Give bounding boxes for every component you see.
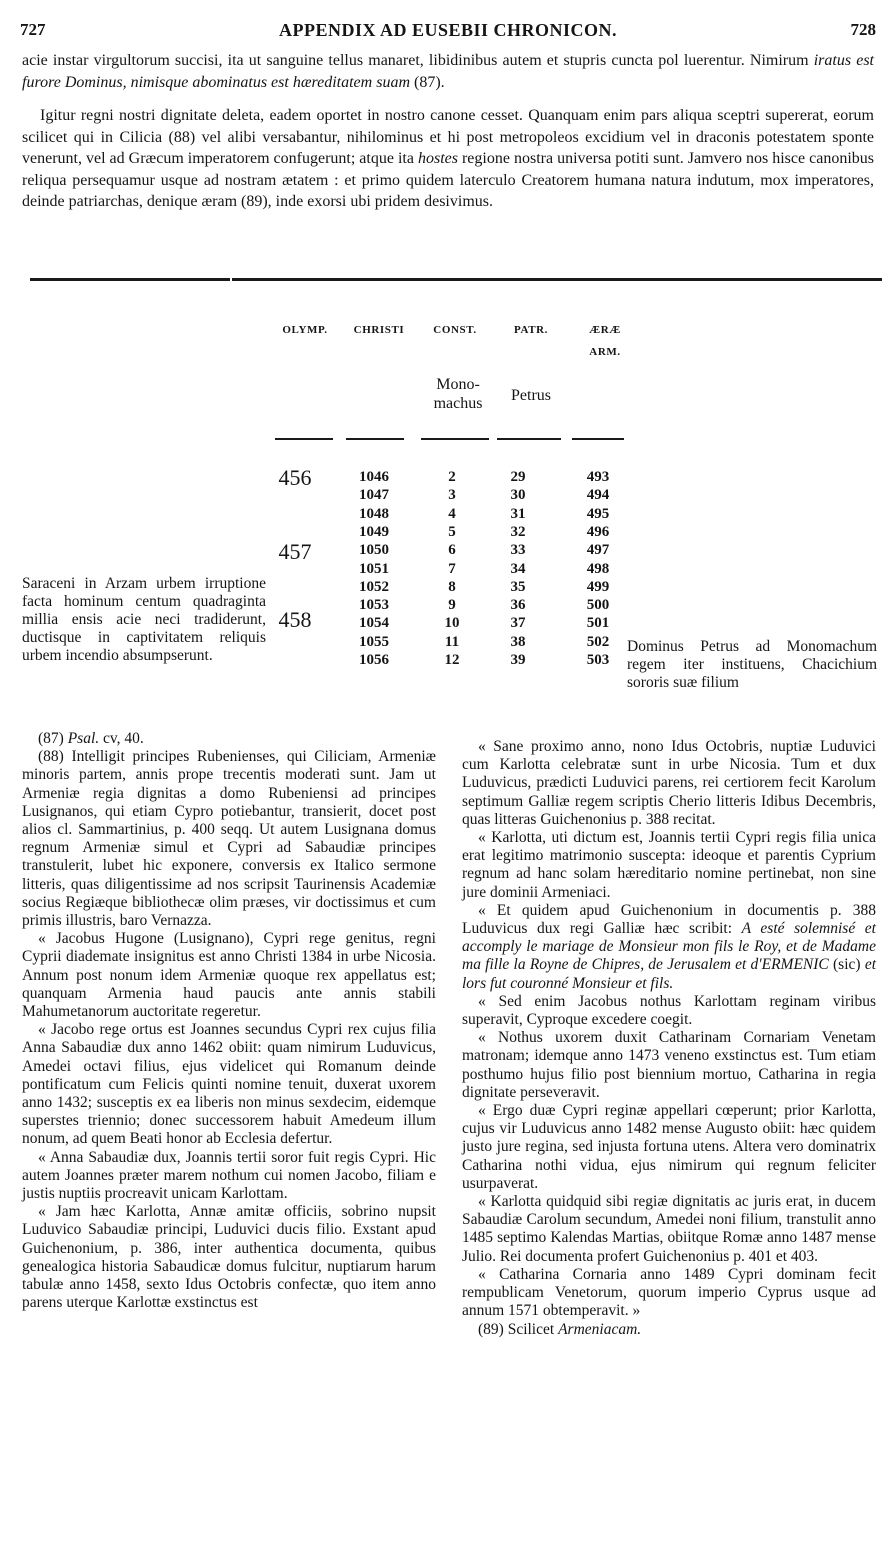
table-cell-christi: 1055	[359, 633, 389, 650]
table-cell-aera: 493	[586, 469, 610, 485]
table-cell-aera: 494	[586, 487, 610, 504]
footnote-paragraph	[462, 1321, 876, 1339]
footnote-text: « Ergo duæ Cypri reginæ appellari cœperunt; prior Karlotta, cujus vir Luduvicus anno 1482 mense Augusto obiit: hæc quidem justo jure regina, sed injusta fortuna utens. Altera vero dominatrix Catharina nothi vidua, ejus nimirum qui regnum feliciter usurpaverat.	[462, 1102, 876, 1192]
table-cell-aera: 502	[586, 633, 610, 650]
subheader-patr: Petrus	[511, 387, 551, 404]
separator-rule-left	[30, 278, 230, 281]
col-header-aerae: ÆRÆ	[589, 324, 621, 336]
table-cell-const: 5	[448, 523, 456, 540]
table-cell-christi: 1054	[359, 615, 389, 632]
table-cell-patr: 37	[510, 615, 526, 632]
table-cell-aera: 498	[586, 560, 610, 577]
footnote-paragraph	[462, 1193, 876, 1266]
footnote-text: « Jacobus Hugone (Lusignano), Cypri rege genitus, regni Cyprii diademate insignitus est anno Christi 1384 in urbe Nicosia. Annum post nonum idem Armeniæ quoque rex appellatus est; quanquam Armenia haud paucis ante annis stabili Mahumetanorum auctoritate regeretur.	[22, 930, 436, 1021]
intro-paragraph-1	[22, 50, 874, 93]
table-cell-const: 8	[448, 578, 456, 595]
footnote-italic: A esté solemnisé et accomply le mariage de Monsieur mon fils le Roy, et de Madame ma fille la Royne de Chipres, de Jerusalem et d'ERMENIC	[462, 920, 876, 974]
table-cell-aera: 500	[586, 597, 610, 614]
footnote-text: (sic)	[828, 956, 865, 974]
table-cell-const: 12	[444, 652, 460, 668]
table-cell-const: 10	[444, 615, 460, 632]
footnote-paragraph	[462, 738, 876, 829]
table-cell-patr: 36	[510, 597, 526, 614]
footnote-paragraph	[462, 829, 876, 902]
intro-p2-text: Igitur regni nostri dignitate deleta, eadem oportet in nostro canone cesset. Quanquam enim pars aliqua sceptri supererat, eorum scilicet qui in Cilicia (88) vel alibi versabantur, nihilominus et hi post metropoleos excidium vel in draconis potestatem sponte venerunt, vel ad Græcum imperatorem confugerunt; atque ita	[22, 107, 874, 167]
footnote-paragraph	[22, 730, 436, 748]
footnote-paragraph	[462, 1102, 876, 1193]
footnote-text: « Karlotta, uti dictum est, Joannis tertii Cypri regis filia unica erat legitimo matrimonio suscepta: ideoque et parentis Cyprium regnum ad hanc solam hæreditario nomine pertinebat, non sine jure dominii Armeniaci.	[462, 829, 876, 901]
subheader-const: Mono- machus	[433, 376, 483, 412]
footnote-text: « Jacobo rege ortus est Joannes secundus Cypri rex cujus filia Anna Sabaudiæ dux anno 1462 obiit: quam nimirum Luduvicus, Amedei octavi filius, ejus videlicet qui Romanum deinde pontificatum cum Felicis quinti nomine tenuit, duxerat uxorem anno 1432; susceptis ex ea liberis non minus sexdecim, eidemque superstes triennio; donec successorem habuit Amedeum illum nonum, ad quem Beati honor ab Ecclesia defertur.	[22, 1021, 436, 1148]
footnote-text: « Anna Sabaudiæ dux, Joannis tertii soror fuit regis Cypri. Hic autem Joannes præter marem nothum cui nomen Jacobo, filiam e justis nuptiis procreavit unicam Karlottam.	[22, 1148, 436, 1203]
table-cell-const: 2	[448, 469, 456, 485]
side-note-left	[22, 575, 266, 665]
footnote-italic: Psal.	[67, 730, 100, 747]
footnote-text: « Karlotta quidquid sibi regiæ dignitatis ac juris erat, in ducem Sabaudiæ Carolum secundum, Amedei noni filium, transtulit anno 1485 septimo Kalendas Martias, obiitque Romæ anno 1487 mense Julio. Rei documenta profert Guichenonius p. 401 et 403.	[462, 1193, 876, 1265]
table-cell-aera: 501	[586, 615, 610, 632]
table-cell-patr: 35	[510, 578, 526, 595]
separator-rule-right	[232, 278, 882, 281]
header-underline-christi	[346, 438, 404, 440]
header-underline-patr	[497, 438, 561, 440]
footnote-paragraph	[22, 930, 436, 1021]
footnote-paragraph	[22, 1203, 436, 1312]
footnotes-right-column	[462, 738, 876, 1339]
table-cell-patr: 34	[510, 560, 526, 577]
intro-p1-ref: (87).	[410, 73, 445, 91]
table-cell-const: 11	[444, 633, 460, 650]
footnote-text: (88) Intelligit principes Rubenienses, qui Ciliciam, Armeniæ minoris partem, annis prope trecentis moderati sunt. Jam ut Armeniæ regia dignitas a domo Rubeniensi ad principes Lusignanos, qui etiam Cypro potiebantur, transierit, docet post alios cl. Sammartinius, p. 400 seqq. Ut autem Lusignana domus regnum Armeniæ simul et Cypri ad Sabaudiæ principes transtulerit, lubet hic exponere, conversis ex Italico sermone litteris, quas diligentissime ad nos scripsit Taurinensis Academiæ socius Regiæque bibliothecæ olim præses, vir doctissimus et cum primis illustris, baro Vernazza.	[22, 748, 436, 930]
intro-paragraph-2	[22, 105, 874, 213]
table-cell-christi: 1048	[359, 505, 389, 522]
table-cell-aera: 496	[586, 523, 610, 540]
table-cell-christi: 1047	[359, 487, 389, 504]
olympiad-number: 456	[278, 465, 312, 490]
table-cell-christi: 1050	[359, 542, 389, 559]
col-header-const: CONST.	[433, 324, 477, 336]
table-cell-patr: 30	[510, 487, 526, 504]
header-underline-const	[421, 438, 489, 440]
intro-p1-quote: iratus est furore Dominus, nimisque abominatus est hæreditatem suam	[22, 52, 874, 91]
footnote-paragraph	[22, 748, 436, 930]
page-number-left: 727	[20, 20, 46, 39]
footnotes-left-column	[22, 730, 436, 1313]
intro-p1-text: acie instar virgultorum succisi, ita ut sanguine tellus manaret, libidinibus autem et stupris cuncta pol luerentur. Nimirum	[22, 52, 814, 69]
footnote-text: (89) Scilicet	[478, 1320, 559, 1338]
table-cell-patr: 38	[510, 633, 526, 650]
footnote-paragraph	[462, 993, 876, 1029]
table-cell-aera: 495	[586, 505, 610, 522]
footnote-text: « Et quidem apud Guichenonium in documentis p. 388 Luduvicus dux regi Galliæ hæc scribit:	[462, 901, 876, 938]
table-cell-christi: 1051	[359, 560, 389, 577]
footnote-text: « Sed enim Jacobus nothus Karlottam reginam viribus superavit, Cyproque excedere coegit.	[462, 992, 876, 1029]
table-cell-patr: 31	[510, 505, 526, 522]
table-cell-christi: 1046	[359, 469, 389, 485]
footnote-text: « Catharina Cornaria anno 1489 Cypri dominam fecit rempublicam Venetorum, quorum imperio Cyprus usque ad annum 1571 obtemperavit. »	[462, 1265, 876, 1320]
table-cell-christi: 1056	[359, 652, 389, 668]
footnote-paragraph	[462, 1266, 876, 1321]
table-cell-patr: 32	[510, 523, 526, 540]
footnote-paragraph	[22, 1149, 436, 1204]
footnote-italic: et lors fut couronné Monsieur et fils.	[462, 956, 876, 992]
table-cell-aera: 503	[586, 652, 610, 668]
col-header-arm: ARM.	[589, 346, 621, 358]
olympiad-number: 457	[278, 539, 312, 564]
table-cell-const: 3	[448, 487, 456, 504]
table-cell-const: 6	[448, 542, 456, 559]
table-cell-const: 4	[448, 505, 456, 522]
side-note-right	[627, 638, 877, 692]
table-cell-christi: 1049	[359, 523, 389, 540]
footnote-italic: Armeniacam.	[558, 1320, 642, 1338]
footnote-text: « Jam hæc Karlotta, Annæ amitæ officiis, sobrino nupsit Luduvico Sabaudiæ principi, Luduvici ducis filio. Exstant apud Guichenonium, p. 386, inter authentica documenta, quibus genealogica historia Sabaudicæ domus fulcitur, nuptiarum harum tabulæ anno 1458, sexto Idus Octobris confectæ, quo item anno parens uterque Karlottæ exstinctus est	[22, 1203, 436, 1312]
footnote-paragraph	[22, 1021, 436, 1148]
olympiad-number: 458	[278, 607, 312, 632]
table-cell-aera: 499	[586, 578, 610, 595]
table-cell-const: 9	[448, 597, 456, 614]
table-cell-christi: 1053	[359, 597, 389, 614]
col-header-olymp: OLYMP.	[282, 324, 328, 336]
side-note-left-text: Saraceni in Arzam urbem irruptione facta hominum centum quadraginta millia ensis acie neci tradiderunt, ductisque in captivitatem reliquis urbem incendio absumpserunt.	[22, 575, 266, 664]
footnote-text: (87)	[38, 730, 68, 747]
page-number-right: 728	[850, 20, 876, 39]
side-note-right-text: Dominus Petrus ad Monomachum regem iter instituens, Chacichium sororis suæ filium	[627, 638, 877, 691]
running-title: APPENDIX AD EUSEBII CHRONICON.	[278, 20, 618, 40]
footnote-paragraph	[462, 1029, 876, 1102]
header-underline-aera	[572, 438, 624, 440]
col-header-patr: PATR.	[513, 324, 549, 336]
intro-p2-ital: hostes	[417, 150, 458, 167]
intro-text	[22, 50, 874, 213]
footnote-paragraph	[462, 902, 876, 993]
table-cell-christi: 1052	[359, 578, 389, 595]
intro-p2-text-end: regione nostra universa potiti sunt. Jamvero nos hisce canonibus reliqua persequamur usque ad nostram ætatem : et primo quidem laterculo Creatorem humana natura indutum, mox imperatores, deinde patriarchas, denique æram (89), inde exorsi ubi pridem desivimus.	[22, 150, 874, 210]
table-cell-patr: 29	[510, 469, 526, 485]
footnote-text: cv, 40.	[99, 730, 144, 747]
footnote-text: « Sane proximo anno, nono Idus Octobris, nuptiæ Luduvici cum Karlotta celebratæ sunt in urbe Nicosia. Tum et dux Luduvicus, prædicti Luduvici parens, rei certiorem fecit Karolum septimum Galliæ regem scriptis Cherio litteris Idibus Decembris, quas litteras Guichenonius p. 388 recitat.	[462, 738, 876, 828]
table-cell-patr: 39	[510, 652, 526, 668]
col-header-christi: CHRISTI	[353, 324, 405, 336]
header-underline-olymp	[275, 438, 333, 440]
table-cell-patr: 33	[510, 542, 526, 559]
table-cell-aera: 497	[586, 542, 610, 559]
table-cell-const: 7	[448, 560, 456, 577]
footnote-text: « Nothus uxorem duxit Catharinam Cornariam Venetam matronam; idemque anno 1473 veneno exstinctus est. Tum etiam posthumo hujus filio post biennium mortuo, Catharina in regia dignitate perseveravit.	[462, 1029, 876, 1101]
